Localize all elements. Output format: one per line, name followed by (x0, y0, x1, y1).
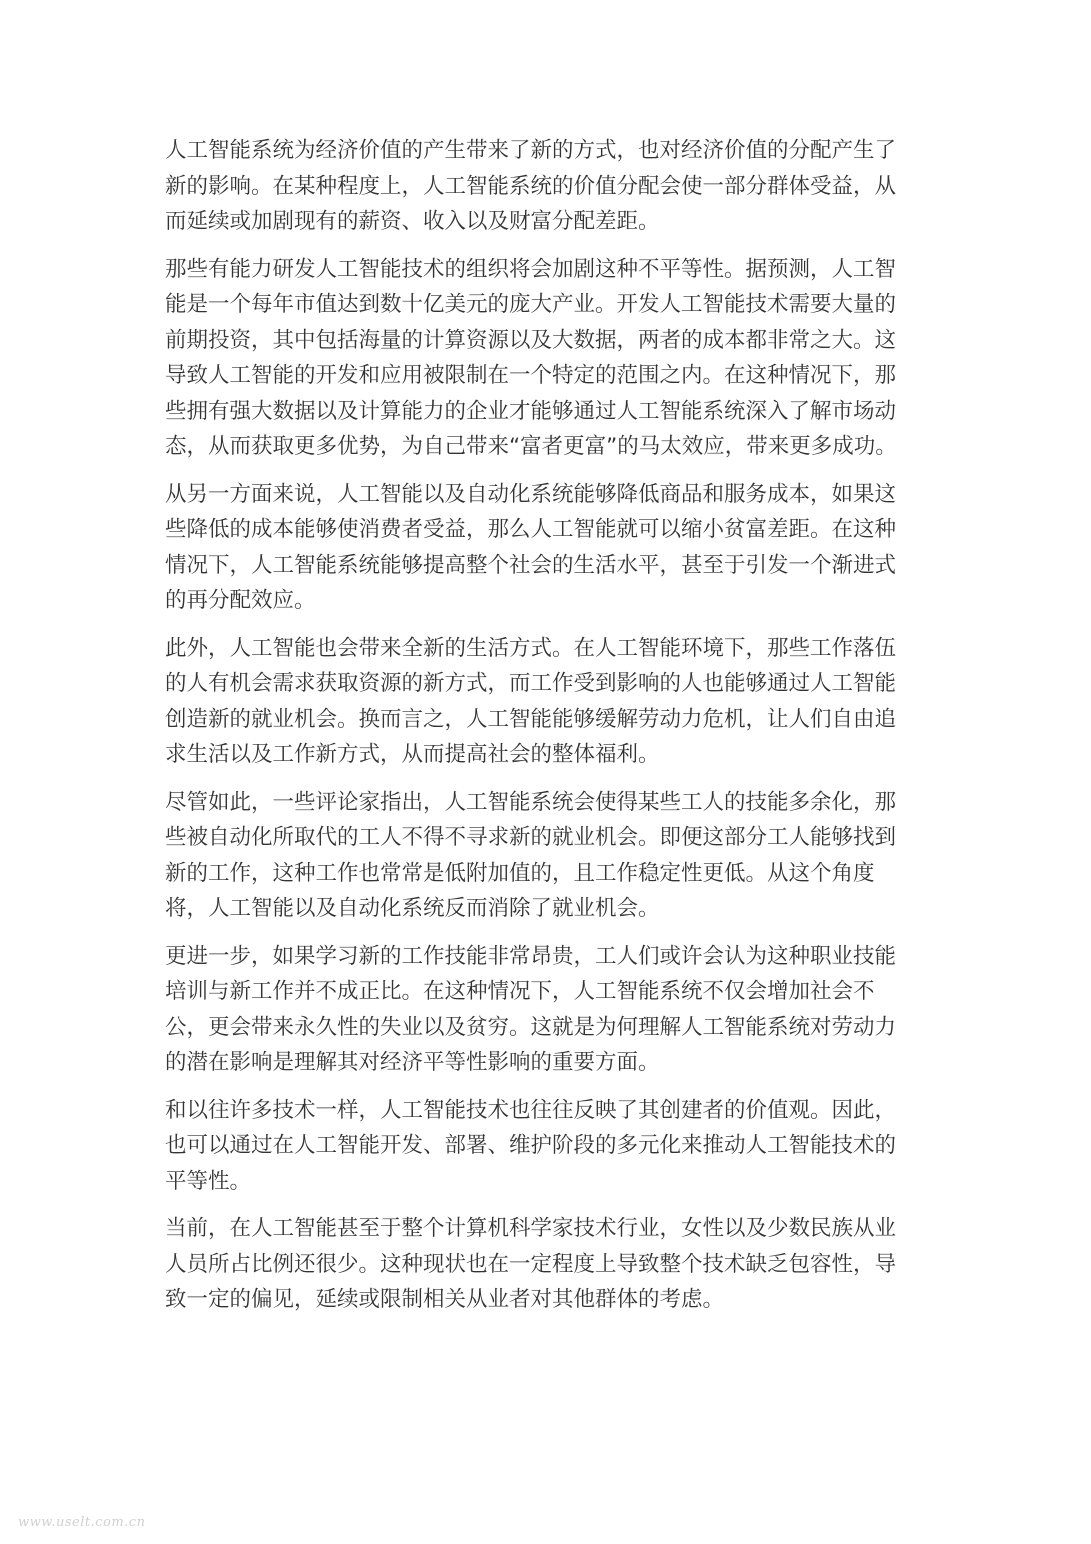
paragraph-4: 此外，人工智能也会带来全新的生活方式。在人工智能环境下，那些工作落伍的人有机会需求获取资源的新方式，而工作受到影响的人也能够通过人工智能创造新的就业机会。换而言之，人工智能能够缓解劳动力危机，让人们自由追求生活以及工作新方式，从而提高社会的整体福利。 (165, 635, 897, 767)
watermark: www.uselt.com.cn (18, 1515, 146, 1530)
paragraph-5: 尽管如此，一些评论家指出，人工智能系统会使得某些工人的技能多余化，那些被自动化所取代的工人不得不寻求新的就业机会。即便这部分工人能够找到新的工作，这种工作也常常是低附加值的，且工作稳定性更低。从这个角度将，人工智能以及自动化系统反而消除了就业机会。 (165, 789, 897, 921)
paragraph-8: 当前，在人工智能甚至于整个计算机科学家技术行业，女性以及少数民族从业人员所占比例还很少。这种现状也在一定程度上导致整个技术缺乏包容性，导致一定的偏见，延续或限制相关从业者对其他群体的考虑。 (165, 1216, 897, 1312)
paragraph-6: 更进一步，如果学习新的工作技能非常昂贵，工人们或许会认为这种职业技能培训与新工作并不成正比。在这种情况下，人工智能系统不仅会增加社会不公，更会带来永久性的失业以及贫穷。这就是为何理解人工智能系统对劳动力的潜在影响是理解其对经济平等性影响的重要方面。 (165, 943, 897, 1075)
paragraph-3: 从另一方面来说，人工智能以及自动化系统能够降低商品和服务成本，如果这些降低的成本能够使消费者受益，那么人工智能就可以缩小贫富差距。在这种情况下，人工智能系统能够提高整个社会的生活水平，甚至于引发一个渐进式的再分配效应。 (165, 481, 897, 613)
document-body (165, 133, 917, 1330)
paragraph-7: 和以往许多技术一样，人工智能技术也往往反映了其创建者的价值观。因此，也可以通过在人工智能开发、部署、维护阶段的多元化来推动人工智能技术的平等性。 (165, 1097, 897, 1194)
paragraph-1: 人工智能系统为经济价值的产生带来了新的方式，也对经济价值的分配产生了新的影响。在某种程度上，人工智能系统的价值分配会使一部分群体受益，从而延续或加剧现有的薪资、收入以及财富分配差距。 (165, 138, 897, 234)
paragraph-2: 那些有能力研发人工智能技术的组织将会加剧这种不平等性。据预测，人工智能是一个每年市值达到数十亿美元的庞大产业。开发人工智能技术需要大量的前期投资，其中包括海量的计算资源以及大数据，两者的成本都非常之大。这导致人工智能的开发和应用被限制在一个特定的范围之内。在这种情况下，那些拥有强大数据以及计算能力的企业才能够通过人工智能系统深入了解市场动态，从而获取更多优势，为自己带来“富者更富”的马太效应，带来更多成功。 (165, 256, 897, 459)
